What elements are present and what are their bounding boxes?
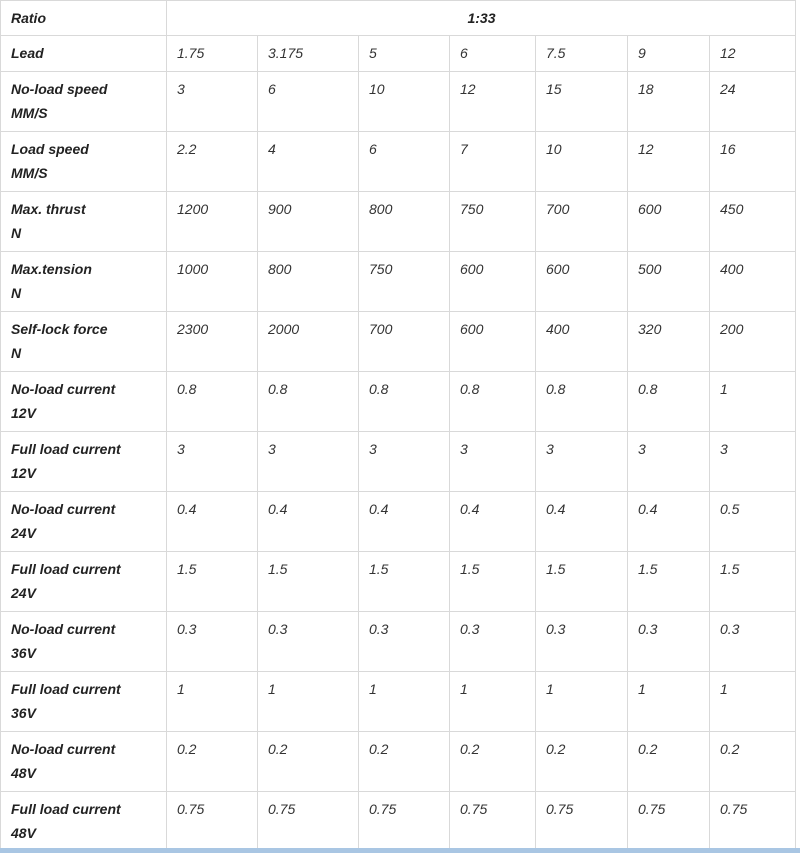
table-cell: 0.3 [450,612,536,672]
row-label: No-load current [11,741,116,757]
table-row [1,372,796,432]
table-cell: 1 [536,672,628,732]
table-cell: 0.75 [359,792,450,852]
row-unit: 12V [11,465,36,481]
row-header [1,672,167,732]
table-cell: 0.75 [710,792,796,852]
table-cell: 600 [536,252,628,312]
table-cell: 0.3 [258,612,359,672]
row-label: Load speed [11,141,89,157]
bottom-bar [0,848,800,853]
table-row [1,252,796,312]
table-cell: 450 [710,192,796,252]
lead-value: 3.175 [258,36,359,72]
table-cell: 900 [258,192,359,252]
table-cell: 600 [450,252,536,312]
row-label: Full load current [11,441,121,457]
table-cell: 2000 [258,312,359,372]
row-unit: MM/S [11,165,48,181]
row-label: No-load current [11,621,116,637]
row-header [1,492,167,552]
row-unit: 24V [11,585,36,601]
table-cell: 500 [628,252,710,312]
table-cell: 1 [710,672,796,732]
table-cell: 10 [536,132,628,192]
table-cell: 0.3 [536,612,628,672]
table-cell: 0.8 [167,372,258,432]
table-cell: 0.4 [258,492,359,552]
table-cell: 0.5 [710,492,796,552]
table-cell: 18 [628,72,710,132]
table-cell: 0.2 [710,732,796,792]
table-cell: 0.2 [258,732,359,792]
table-cell: 10 [359,72,450,132]
table-cell: 6 [359,132,450,192]
table-cell: 1.5 [359,552,450,612]
table-row [1,312,796,372]
table-cell: 3 [167,432,258,492]
table-row [1,552,796,612]
table-cell: 3 [359,432,450,492]
ratio-row [1,1,796,36]
row-label: Self-lock force [11,321,108,337]
row-header [1,192,167,252]
table-cell: 800 [359,192,450,252]
table-cell: 700 [359,312,450,372]
row-label: Full load current [11,801,121,817]
table-cell: 12 [450,72,536,132]
lead-label: Lead [1,36,167,72]
table-cell: 0.2 [359,732,450,792]
row-unit: 36V [11,705,36,721]
table-cell: 0.2 [536,732,628,792]
row-header [1,132,167,192]
row-header [1,792,167,852]
table-cell: 0.2 [450,732,536,792]
table-row [1,432,796,492]
table-cell: 1 [450,672,536,732]
table-cell: 2.2 [167,132,258,192]
table-cell: 0.75 [450,792,536,852]
row-header [1,72,167,132]
table-cell: 1.5 [167,552,258,612]
table-cell: 1.5 [628,552,710,612]
table-row [1,732,796,792]
table-row [1,72,796,132]
lead-value: 1.75 [167,36,258,72]
row-header [1,552,167,612]
row-unit: 12V [11,405,36,421]
table-cell: 1 [359,672,450,732]
row-unit: 36V [11,645,36,661]
table-row [1,132,796,192]
table-cell: 1.5 [710,552,796,612]
table-cell: 600 [628,192,710,252]
table-cell: 0.2 [167,732,258,792]
lead-value: 7.5 [536,36,628,72]
table-cell: 200 [710,312,796,372]
table-cell: 3 [167,72,258,132]
row-unit: N [11,225,22,241]
table-cell: 3 [258,432,359,492]
lead-value: 6 [450,36,536,72]
table-cell: 0.3 [359,612,450,672]
table-cell: 6 [258,72,359,132]
table-cell: 400 [536,312,628,372]
row-header [1,372,167,432]
table-cell: 0.4 [450,492,536,552]
table-cell: 0.8 [536,372,628,432]
row-header [1,732,167,792]
table-cell: 0.75 [628,792,710,852]
table-row [1,192,796,252]
ratio-label: Ratio [1,1,167,36]
table-cell: 0.4 [167,492,258,552]
table-cell: 320 [628,312,710,372]
table-cell: 3 [628,432,710,492]
table-cell: 0.8 [450,372,536,432]
table-cell: 0.2 [628,732,710,792]
row-header [1,252,167,312]
table-cell: 800 [258,252,359,312]
data-rows [1,72,796,852]
table-cell: 1.5 [450,552,536,612]
table-cell: 16 [710,132,796,192]
table-row [1,612,796,672]
table-cell: 400 [710,252,796,312]
lead-value: 9 [628,36,710,72]
row-header [1,432,167,492]
table-cell: 0.3 [710,612,796,672]
lead-value: 5 [359,36,450,72]
table-cell: 3 [536,432,628,492]
lead-row [1,36,796,72]
table-cell: 2300 [167,312,258,372]
table-row [1,672,796,732]
table-cell: 4 [258,132,359,192]
table-cell: 0.75 [167,792,258,852]
ratio-value: 1:33 [167,1,796,36]
table-cell: 3 [450,432,536,492]
table-cell: 1 [258,672,359,732]
table-row [1,792,796,852]
table-cell: 1 [167,672,258,732]
table-cell: 15 [536,72,628,132]
table-cell: 700 [536,192,628,252]
table-cell: 7 [450,132,536,192]
row-label: Max. thrust [11,201,86,217]
row-label: Max.tension [11,261,92,277]
table-cell: 0.75 [258,792,359,852]
table-cell: 600 [450,312,536,372]
row-unit: 48V [11,765,36,781]
row-unit: 48V [11,825,36,841]
row-label: Full load current [11,681,121,697]
table-cell: 0.4 [536,492,628,552]
table-cell: 1 [628,672,710,732]
table-cell: 1200 [167,192,258,252]
table-cell: 0.75 [536,792,628,852]
row-label: Full load current [11,561,121,577]
table-cell: 1.5 [536,552,628,612]
table-cell: 750 [359,252,450,312]
row-header [1,612,167,672]
table-cell: 24 [710,72,796,132]
table-cell: 12 [628,132,710,192]
row-unit: N [11,285,22,301]
table-cell: 1000 [167,252,258,312]
row-label: No-load speed [11,81,108,97]
table-cell: 1 [710,372,796,432]
table-row [1,492,796,552]
table-cell: 0.3 [167,612,258,672]
row-label: No-load current [11,381,116,397]
table-cell: 0.4 [628,492,710,552]
row-unit: 24V [11,525,36,541]
table-cell: 0.3 [628,612,710,672]
row-header [1,312,167,372]
table-cell: 3 [710,432,796,492]
table-cell: 0.4 [359,492,450,552]
table-cell: 0.8 [628,372,710,432]
table-cell: 750 [450,192,536,252]
row-label: No-load current [11,501,116,517]
row-unit: N [11,345,22,361]
row-unit: MM/S [11,105,48,121]
table-cell: 0.8 [258,372,359,432]
table-cell: 1.5 [258,552,359,612]
lead-value: 12 [710,36,796,72]
table-cell: 0.8 [359,372,450,432]
